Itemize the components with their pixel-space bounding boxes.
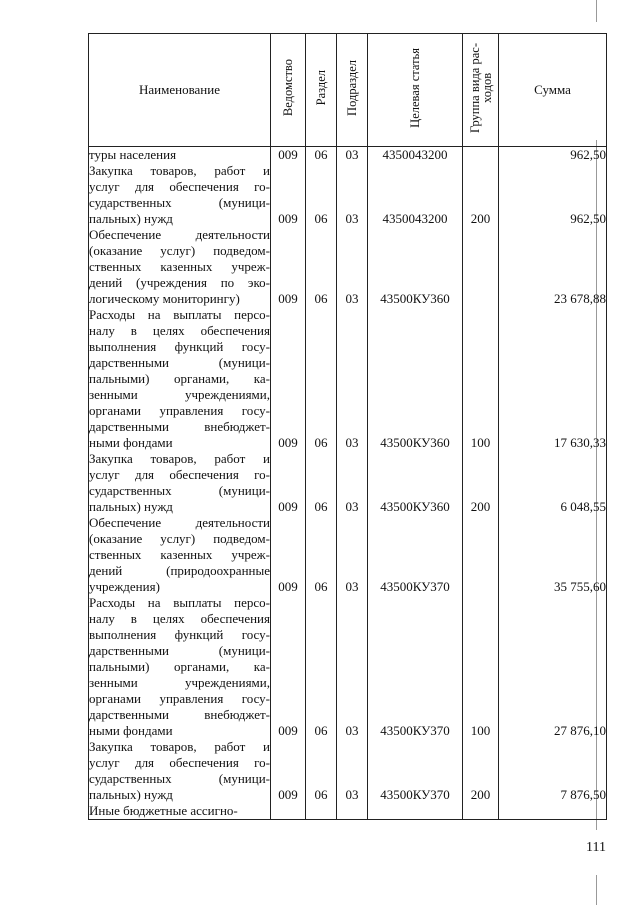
row-name-line: дарственными внебюджет- bbox=[89, 707, 270, 722]
row-section: 06 bbox=[306, 595, 337, 739]
row-sum: 35 755,60 bbox=[499, 515, 607, 595]
row-section: 06 bbox=[306, 227, 337, 307]
row-name bbox=[89, 307, 271, 451]
row-subsection: 03 bbox=[337, 307, 368, 451]
row-sum: 962,50 bbox=[499, 163, 607, 227]
header-section: Раздел bbox=[306, 34, 337, 147]
row-subsection: 03 bbox=[337, 147, 368, 164]
row-name-line: дарственными (муници- bbox=[89, 355, 270, 370]
row-target: 43500КУ360 bbox=[368, 227, 463, 307]
row-name-line: услуг для обеспечения го- bbox=[89, 179, 270, 194]
row-sum: 7 876,50 bbox=[499, 739, 607, 803]
row-target: 43500КУ370 bbox=[368, 739, 463, 803]
row-name-line: ными фондами bbox=[89, 723, 173, 738]
row-name-line: пальных) нужд bbox=[89, 499, 173, 514]
row-name bbox=[89, 739, 271, 803]
page-edge-line-top bbox=[596, 0, 597, 22]
table-row bbox=[89, 147, 607, 164]
row-target: 4350043200 bbox=[368, 147, 463, 164]
row-name-line: органами управления госу- bbox=[89, 403, 270, 418]
row-dept: 009 bbox=[271, 451, 306, 515]
row-name-line: ными фондами bbox=[89, 435, 173, 450]
page-number: 111 bbox=[586, 840, 606, 855]
row-target: 43500КУ360 bbox=[368, 451, 463, 515]
row-name bbox=[89, 451, 271, 515]
row-group: 100 bbox=[463, 595, 499, 739]
row-dept: 009 bbox=[271, 307, 306, 451]
row-dept: 009 bbox=[271, 515, 306, 595]
row-dept: 009 bbox=[271, 147, 306, 164]
row-name-line: пальных) нужд bbox=[89, 211, 173, 226]
header-target: Целевая статья bbox=[368, 34, 463, 147]
row-subsection bbox=[337, 803, 368, 820]
row-name bbox=[89, 515, 271, 595]
header-group: Группа вида рас- ходов bbox=[463, 34, 499, 147]
row-name-line: зенными учреждениями, bbox=[89, 675, 270, 690]
row-group: 200 bbox=[463, 739, 499, 803]
row-name-line: дарственными (муници- bbox=[89, 643, 270, 658]
header-sum: Сумма bbox=[499, 34, 607, 147]
row-target bbox=[368, 803, 463, 820]
row-name-line: логическому мониторингу) bbox=[89, 291, 240, 306]
row-name-line: органами управления госу- bbox=[89, 691, 270, 706]
row-name-line: сударственных (муници- bbox=[89, 195, 270, 210]
header-subsection: Подраздел bbox=[337, 34, 368, 147]
row-name-line: Иные бюджетные ассигно- bbox=[89, 803, 238, 818]
row-group bbox=[463, 227, 499, 307]
row-subsection: 03 bbox=[337, 739, 368, 803]
row-name bbox=[89, 163, 271, 227]
row-target: 43500КУ370 bbox=[368, 595, 463, 739]
row-name-line: дений (учреждения по эко- bbox=[89, 275, 270, 290]
table-row bbox=[89, 739, 607, 803]
row-name bbox=[89, 147, 271, 164]
row-name-line: пальных) нужд bbox=[89, 787, 173, 802]
row-dept: 009 bbox=[271, 163, 306, 227]
row-sum: 6 048,55 bbox=[499, 451, 607, 515]
row-name-line: услуг для обеспечения го- bbox=[89, 467, 270, 482]
table-body bbox=[89, 147, 607, 820]
row-name-line: туры населения bbox=[89, 147, 177, 162]
row-name bbox=[89, 595, 271, 739]
row-section: 06 bbox=[306, 163, 337, 227]
row-name-line: ственных казенных учреж- bbox=[89, 547, 270, 562]
row-name-line: Обеспечение деятельности bbox=[89, 515, 270, 530]
row-sum bbox=[499, 803, 607, 820]
row-subsection: 03 bbox=[337, 227, 368, 307]
row-group: 200 bbox=[463, 451, 499, 515]
row-name-line: ственных казенных учреж- bbox=[89, 259, 270, 274]
row-name-line: Закупка товаров, работ и bbox=[89, 451, 270, 466]
row-dept: 009 bbox=[271, 227, 306, 307]
row-target: 43500КУ360 bbox=[368, 307, 463, 451]
row-name-line: выполнения функций госу- bbox=[89, 339, 270, 354]
table-row bbox=[89, 163, 607, 227]
row-sum: 27 876,10 bbox=[499, 595, 607, 739]
row-name-line: налу в целях обеспечения bbox=[89, 323, 270, 338]
row-name-line: зенными учреждениями, bbox=[89, 387, 270, 402]
row-section: 06 bbox=[306, 515, 337, 595]
row-name-line: учреждения) bbox=[89, 579, 160, 594]
row-subsection: 03 bbox=[337, 163, 368, 227]
row-dept: 009 bbox=[271, 739, 306, 803]
row-target: 4350043200 bbox=[368, 163, 463, 227]
row-name-line: сударственных (муници- bbox=[89, 483, 270, 498]
row-name-line: Обеспечение деятельности bbox=[89, 227, 270, 242]
row-name-line: Закупка товаров, работ и bbox=[89, 739, 270, 754]
row-subsection: 03 bbox=[337, 515, 368, 595]
header-dept: Ведомство bbox=[271, 34, 306, 147]
row-name-line: Расходы на выплаты персо- bbox=[89, 595, 270, 610]
page-edge-line-bottom bbox=[596, 875, 597, 905]
budget-table bbox=[88, 33, 607, 820]
row-name-line: сударственных (муници- bbox=[89, 771, 270, 786]
row-name bbox=[89, 227, 271, 307]
row-name-line: Закупка товаров, работ и bbox=[89, 163, 270, 178]
row-name-line: услуг для обеспечения го- bbox=[89, 755, 270, 770]
row-section: 06 bbox=[306, 451, 337, 515]
table-header bbox=[89, 34, 607, 147]
row-sum: 17 630,33 bbox=[499, 307, 607, 451]
table-row bbox=[89, 227, 607, 307]
row-section: 06 bbox=[306, 147, 337, 164]
row-name-line: (оказание услуг) подведом- bbox=[89, 243, 270, 258]
row-name-line: (оказание услуг) подведом- bbox=[89, 531, 270, 546]
row-target: 43500КУ370 bbox=[368, 515, 463, 595]
row-sum: 962,50 bbox=[499, 147, 607, 164]
row-section: 06 bbox=[306, 307, 337, 451]
table-row bbox=[89, 451, 607, 515]
table-row bbox=[89, 515, 607, 595]
row-group bbox=[463, 147, 499, 164]
row-group: 100 bbox=[463, 307, 499, 451]
row-name-line: пальными) органами, ка- bbox=[89, 659, 270, 674]
row-name bbox=[89, 803, 271, 820]
row-group bbox=[463, 515, 499, 595]
table-row bbox=[89, 595, 607, 739]
table-row bbox=[89, 803, 607, 820]
row-section: 06 bbox=[306, 739, 337, 803]
row-name-line: Расходы на выплаты персо- bbox=[89, 307, 270, 322]
row-name-line: дений (природоохранные bbox=[89, 563, 270, 578]
row-subsection: 03 bbox=[337, 595, 368, 739]
table-row bbox=[89, 307, 607, 451]
row-dept: 009 bbox=[271, 595, 306, 739]
row-group: 200 bbox=[463, 163, 499, 227]
row-dept bbox=[271, 803, 306, 820]
row-name-line: налу в целях обеспечения bbox=[89, 611, 270, 626]
row-name-line: выполнения функций госу- bbox=[89, 627, 270, 642]
row-name-line: дарственными внебюджет- bbox=[89, 419, 270, 434]
row-group bbox=[463, 803, 499, 820]
row-section bbox=[306, 803, 337, 820]
row-sum: 23 678,88 bbox=[499, 227, 607, 307]
row-subsection: 03 bbox=[337, 451, 368, 515]
row-name-line: пальными) органами, ка- bbox=[89, 371, 270, 386]
header-name: Наименование bbox=[89, 34, 271, 147]
